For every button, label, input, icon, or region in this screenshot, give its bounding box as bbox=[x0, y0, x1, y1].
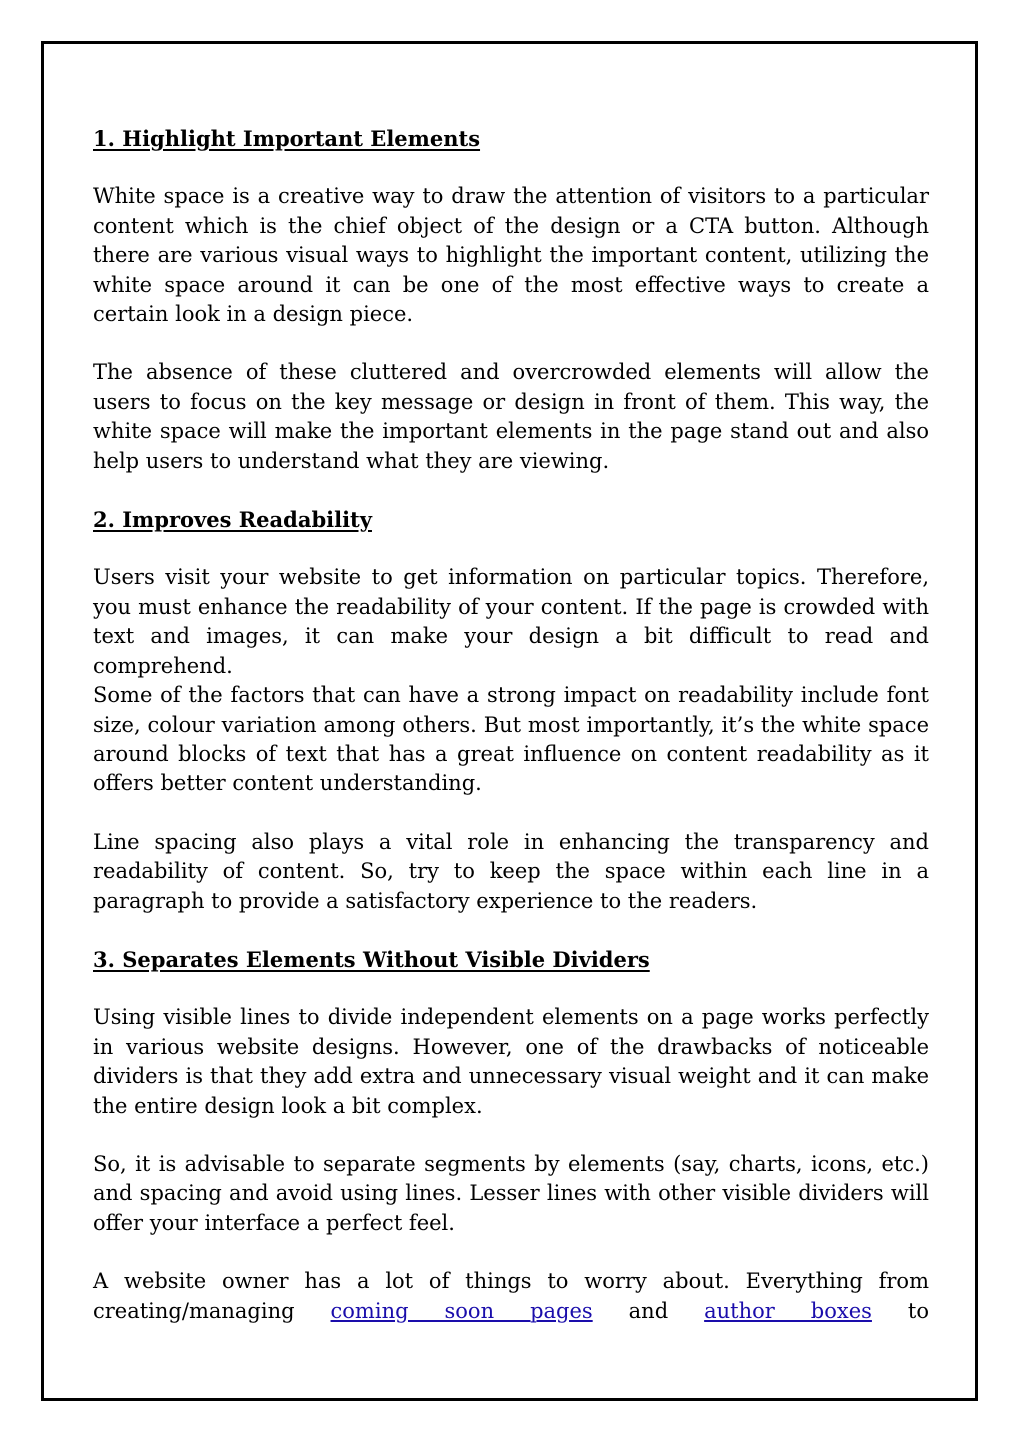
closing-text-before: A website owner has a lot of things to worry about. Everything from creating/managing bbox=[93, 1269, 929, 1323]
closing-text-between: and bbox=[592, 1298, 705, 1323]
coming-soon-pages-link[interactable]: coming soon pages bbox=[330, 1298, 593, 1323]
section-highlight-important-elements bbox=[93, 124, 929, 476]
paragraph: So, it is advisable to separate segments by elements (say, charts, icons, etc.) and spacing and avoid using lines. Lesser lines with other visible dividers will offer your interface a perfect feel. bbox=[93, 1151, 929, 1235]
paragraph: Using visible lines to divide independent elements on a page works perfectly in various website designs. However, one of the drawbacks of noticeable dividers is that they add extra and unnecessary visual weight and it can make the entire design look a bit complex. bbox=[93, 1005, 929, 1118]
section-heading: 3. Separates Elements Without Visible Dividers bbox=[93, 946, 650, 972]
paragraph: Users visit your website to get information on particular topics. Therefore, you must enhance the readability of your content. If the page is crowded with text and images, it can make your design a bit difficult to read and comprehend. bbox=[93, 565, 929, 678]
paragraph: The absence of these cluttered and overcrowded elements will allow the users to focus on the key message or design in front of them. This way, the white space will make the important elements in the page stand out and also help users to understand what they are viewing. bbox=[93, 360, 929, 473]
section-heading: 2. Improves Readability bbox=[93, 507, 372, 533]
section-separates-elements bbox=[93, 945, 929, 1238]
section-improves-readability bbox=[93, 505, 929, 916]
paragraph: Some of the factors that can have a strong impact on readability include font size, colour variation among others. But most importantly, it’s the white space around blocks of text that has a great influence on content readability as it offers better content understanding. bbox=[93, 683, 929, 796]
paragraph: Line spacing also plays a vital role in enhancing the transparency and readability of content. So, try to keep the space within each line in a paragraph to provide a satisfactory experience to the readers. bbox=[93, 829, 929, 913]
paragraph: White space is a creative way to draw the attention of visitors to a particular content which is the chief object of the design or a CTA button. Although there are various visual ways to highlight the important content, utilizing the white space around it can be one of the most effective ways to create a certain look in a design piece. bbox=[93, 184, 929, 327]
closing-text-after: to bbox=[871, 1298, 929, 1323]
document-body bbox=[93, 124, 929, 1355]
section-heading: 1. Highlight Important Elements bbox=[93, 126, 481, 151]
closing-paragraph bbox=[93, 1267, 929, 1326]
author-boxes-link[interactable]: author boxes bbox=[704, 1298, 872, 1323]
